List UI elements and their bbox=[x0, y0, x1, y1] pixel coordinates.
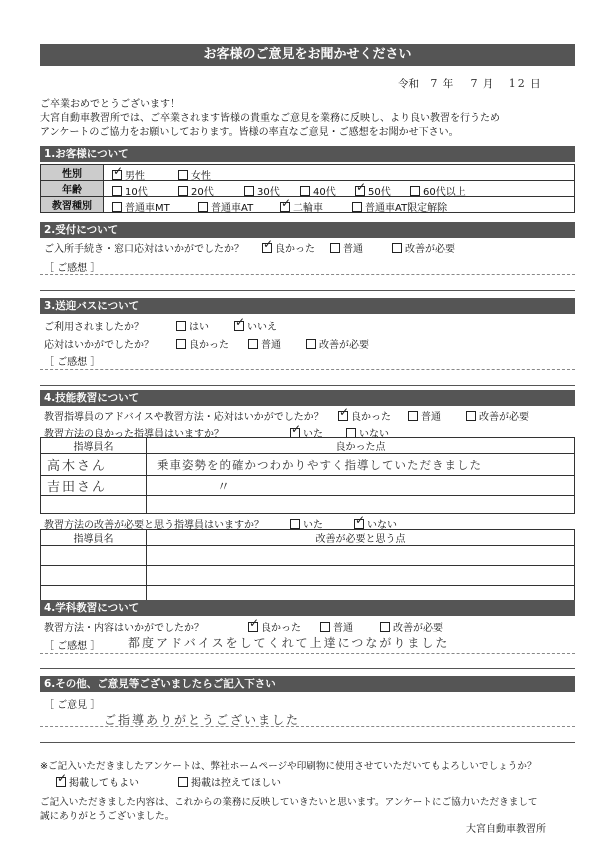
lecture-comment[interactable]: 都度アドバイスをしてくれて上達につながりました bbox=[128, 636, 450, 650]
section-3-header: 3.送迎バスについて bbox=[40, 298, 575, 314]
good-instructor-yes[interactable]: ✓ いた bbox=[290, 425, 323, 440]
instructor-name[interactable]: 吉田さん bbox=[47, 480, 108, 495]
divider bbox=[40, 385, 575, 386]
col-improve-points: 改善が必要と思う点 bbox=[147, 530, 575, 546]
date-era: 令和 bbox=[398, 78, 419, 90]
checkbox-icon[interactable] bbox=[352, 202, 362, 212]
table-row bbox=[41, 496, 575, 514]
col-instructor-name: 指導員名 bbox=[41, 438, 147, 454]
checkbox-icon[interactable] bbox=[112, 186, 122, 196]
col-good-points: 良かった点 bbox=[147, 438, 575, 454]
bus-comment-label: ［ ご感想 ］ bbox=[44, 357, 101, 368]
checkbox-icon[interactable] bbox=[248, 339, 258, 349]
lecture-comment-label: ［ ご感想 ］ bbox=[44, 641, 101, 652]
date-line bbox=[398, 76, 541, 91]
option-female[interactable]: 女性 bbox=[178, 167, 211, 182]
improve-instructor-table bbox=[40, 529, 575, 606]
reception-normal[interactable]: 普通 bbox=[330, 240, 363, 255]
checkbox-icon[interactable] bbox=[244, 186, 254, 196]
divider bbox=[40, 369, 575, 370]
option-age-60[interactable]: 60代以上 bbox=[410, 183, 466, 198]
table-row bbox=[41, 546, 575, 566]
type-options bbox=[104, 197, 575, 213]
lecture-needs-improve[interactable]: 改善が必要 bbox=[380, 619, 443, 634]
option-age-20[interactable]: 20代 bbox=[178, 183, 214, 198]
checkbox-checked-icon[interactable] bbox=[112, 170, 122, 180]
section-2-header: 2.受付について bbox=[40, 222, 575, 238]
reception-needs-improve[interactable]: 改善が必要 bbox=[392, 240, 455, 255]
closing-line: 誠にありがとうございました。 bbox=[40, 811, 175, 822]
good-instructor-question: 教習方法の良かった指導員はいますか？ bbox=[44, 429, 224, 440]
option-motorcycle[interactable]: ✓ 二輪車 bbox=[280, 199, 323, 214]
bus-service-good[interactable]: 良かった bbox=[176, 336, 229, 351]
opinion-comment[interactable]: ご指導ありがとうございました bbox=[104, 713, 301, 727]
lecture-question: 教習方法・内容はいかがでしたか？ bbox=[44, 623, 204, 634]
date-day-unit: 日 bbox=[530, 78, 541, 90]
date-year[interactable]: 7 bbox=[430, 77, 440, 90]
col-instructor-name: 指導員名 bbox=[41, 530, 147, 546]
checkbox-icon[interactable] bbox=[320, 622, 330, 632]
checkbox-icon[interactable] bbox=[290, 519, 300, 529]
option-mt[interactable]: 普通車MT bbox=[112, 199, 170, 214]
checkbox-checked-icon[interactable] bbox=[355, 186, 365, 196]
checkbox-icon[interactable] bbox=[198, 202, 208, 212]
skill-normal[interactable]: 普通 bbox=[408, 408, 441, 423]
type-label: 教習種別 bbox=[41, 197, 104, 213]
improve-instructor-yes[interactable]: いた bbox=[290, 516, 323, 531]
improve-instructor-question: 教習方法の改善が必要と思う指導員はいますか？ bbox=[44, 520, 264, 531]
publish-ok[interactable]: ✓掲載してもよい bbox=[56, 774, 139, 789]
good-instructor-no[interactable]: いない bbox=[346, 425, 389, 440]
form-title: お客様のご意見をお聞かせください bbox=[40, 44, 575, 66]
section-5-header: 4.学科教習について bbox=[40, 600, 575, 616]
improve-instructor-no[interactable]: ✓ いない bbox=[354, 516, 397, 531]
age-label: 年齢 bbox=[41, 181, 104, 197]
checkbox-checked-icon[interactable] bbox=[248, 622, 258, 632]
intro-line: 大宮自動車教習所では、ご卒業されます皆様の貴重なご意見を業務に反映し、より良い教習を行うため bbox=[40, 113, 500, 124]
table-row bbox=[41, 566, 575, 586]
reception-question: ご入所手続き・窓口応対はいかがでしたか？ bbox=[44, 244, 244, 255]
checkbox-checked-icon[interactable] bbox=[338, 411, 348, 421]
divider bbox=[40, 726, 575, 727]
gender-options bbox=[104, 165, 575, 181]
checkbox-icon[interactable] bbox=[178, 186, 188, 196]
customer-table bbox=[40, 164, 575, 213]
date-month[interactable]: 7 bbox=[470, 77, 480, 90]
bus-service-needs-improve[interactable]: 改善が必要 bbox=[306, 336, 369, 351]
publish-ng[interactable]: 掲載は控えてほしい bbox=[178, 774, 281, 789]
checkbox-icon[interactable] bbox=[392, 243, 402, 253]
table-row bbox=[41, 454, 575, 476]
checkbox-icon[interactable] bbox=[112, 202, 122, 212]
checkbox-icon[interactable] bbox=[380, 622, 390, 632]
bus-usage-question: ご利用されましたか？ bbox=[44, 322, 144, 333]
instructor-name[interactable]: 高木さん bbox=[47, 459, 108, 474]
checkbox-icon[interactable] bbox=[176, 321, 186, 331]
reception-comment-label: ［ ご感想 ］ bbox=[44, 263, 101, 274]
option-at-limit-release[interactable]: 普通車AT限定解除 bbox=[352, 199, 447, 214]
section-4-header: 4.技能教習について bbox=[40, 390, 575, 406]
date-day[interactable]: 12 bbox=[508, 77, 527, 90]
option-age-50[interactable]: ✓ 50代 bbox=[355, 183, 391, 198]
section-1-header: 1.お客様について bbox=[40, 146, 575, 162]
intro-text bbox=[40, 98, 500, 140]
publish-question: ※ご記入いただきましたアンケートは、弊社ホームページや印刷物に使用させていただいてもよろしいでしょうか？ bbox=[40, 761, 537, 772]
divider bbox=[40, 274, 575, 275]
date-month-unit: 月 bbox=[482, 78, 494, 90]
divider bbox=[40, 742, 575, 743]
checkbox-checked-icon[interactable] bbox=[56, 777, 66, 787]
divider bbox=[40, 653, 575, 654]
bus-service-normal[interactable]: 普通 bbox=[248, 336, 281, 351]
checkbox-icon[interactable] bbox=[466, 411, 476, 421]
checkbox-icon[interactable] bbox=[178, 170, 188, 180]
checkbox-icon[interactable] bbox=[306, 339, 316, 349]
option-at[interactable]: 普通車AT bbox=[198, 199, 253, 214]
closing-line: ご記入いただきました内容は、これからの業務に反映していきたいと思います。アンケートにご協力いただきまして bbox=[40, 797, 538, 808]
intro-line: アンケートのご協力をお願いしております。皆様の率直なご意見・ご感想をお聞かせ下さい。 bbox=[40, 127, 459, 138]
good-comment[interactable]: 乗車姿勢を的確かつわかりやすく指導していただきました bbox=[157, 457, 482, 472]
checkbox-icon[interactable] bbox=[410, 186, 420, 196]
option-age-40[interactable]: 40代 bbox=[300, 183, 336, 198]
checkbox-icon[interactable] bbox=[300, 186, 310, 196]
lecture-good[interactable]: ✓ 良かった bbox=[248, 619, 301, 634]
checkbox-checked-icon[interactable] bbox=[354, 519, 364, 529]
age-options bbox=[104, 181, 575, 197]
skill-good[interactable]: ✓ 良かった bbox=[338, 408, 391, 423]
checkbox-checked-icon[interactable] bbox=[280, 202, 290, 212]
checkbox-icon[interactable] bbox=[178, 777, 188, 787]
checkbox-icon[interactable] bbox=[176, 339, 186, 349]
option-age-10[interactable]: 10代 bbox=[112, 183, 148, 198]
bus-usage-no[interactable]: ✓ いいえ bbox=[234, 318, 277, 333]
checkbox-checked-icon[interactable] bbox=[234, 321, 244, 331]
closing-text bbox=[40, 796, 538, 824]
gender-label: 性別 bbox=[41, 165, 104, 181]
bus-service-question: 応対はいかがでしたか？ bbox=[44, 340, 154, 351]
checkbox-icon[interactable] bbox=[408, 411, 418, 421]
option-age-30[interactable]: 30代 bbox=[244, 183, 280, 198]
date-year-unit: 年 bbox=[442, 78, 454, 90]
divider bbox=[40, 668, 575, 669]
table-row bbox=[41, 476, 575, 496]
good-comment[interactable]: 〃 bbox=[217, 480, 233, 495]
skill-question: 教習指導員のアドバイスや教習方法・応対はいかがでしたか？ bbox=[44, 412, 324, 423]
intro-line: ご卒業おめでとうございます！ bbox=[40, 99, 180, 110]
section-6-header: 6.その他、ご意見等ございましたらご記入下さい bbox=[40, 676, 575, 692]
company-name: 大宮自動車教習所 bbox=[466, 824, 546, 835]
bus-usage-yes[interactable]: はい bbox=[176, 318, 209, 333]
checkbox-checked-icon[interactable] bbox=[262, 243, 272, 253]
skill-needs-improve[interactable]: 改善が必要 bbox=[466, 408, 529, 423]
lecture-normal[interactable]: 普通 bbox=[320, 619, 353, 634]
checkbox-icon[interactable] bbox=[330, 243, 340, 253]
divider bbox=[40, 290, 575, 291]
option-male[interactable]: ✓ 男性 bbox=[112, 167, 145, 182]
opinion-label: ［ ご意見 ］ bbox=[44, 700, 101, 711]
good-instructor-table bbox=[40, 437, 575, 514]
reception-good[interactable]: ✓ 良かった bbox=[262, 240, 315, 255]
